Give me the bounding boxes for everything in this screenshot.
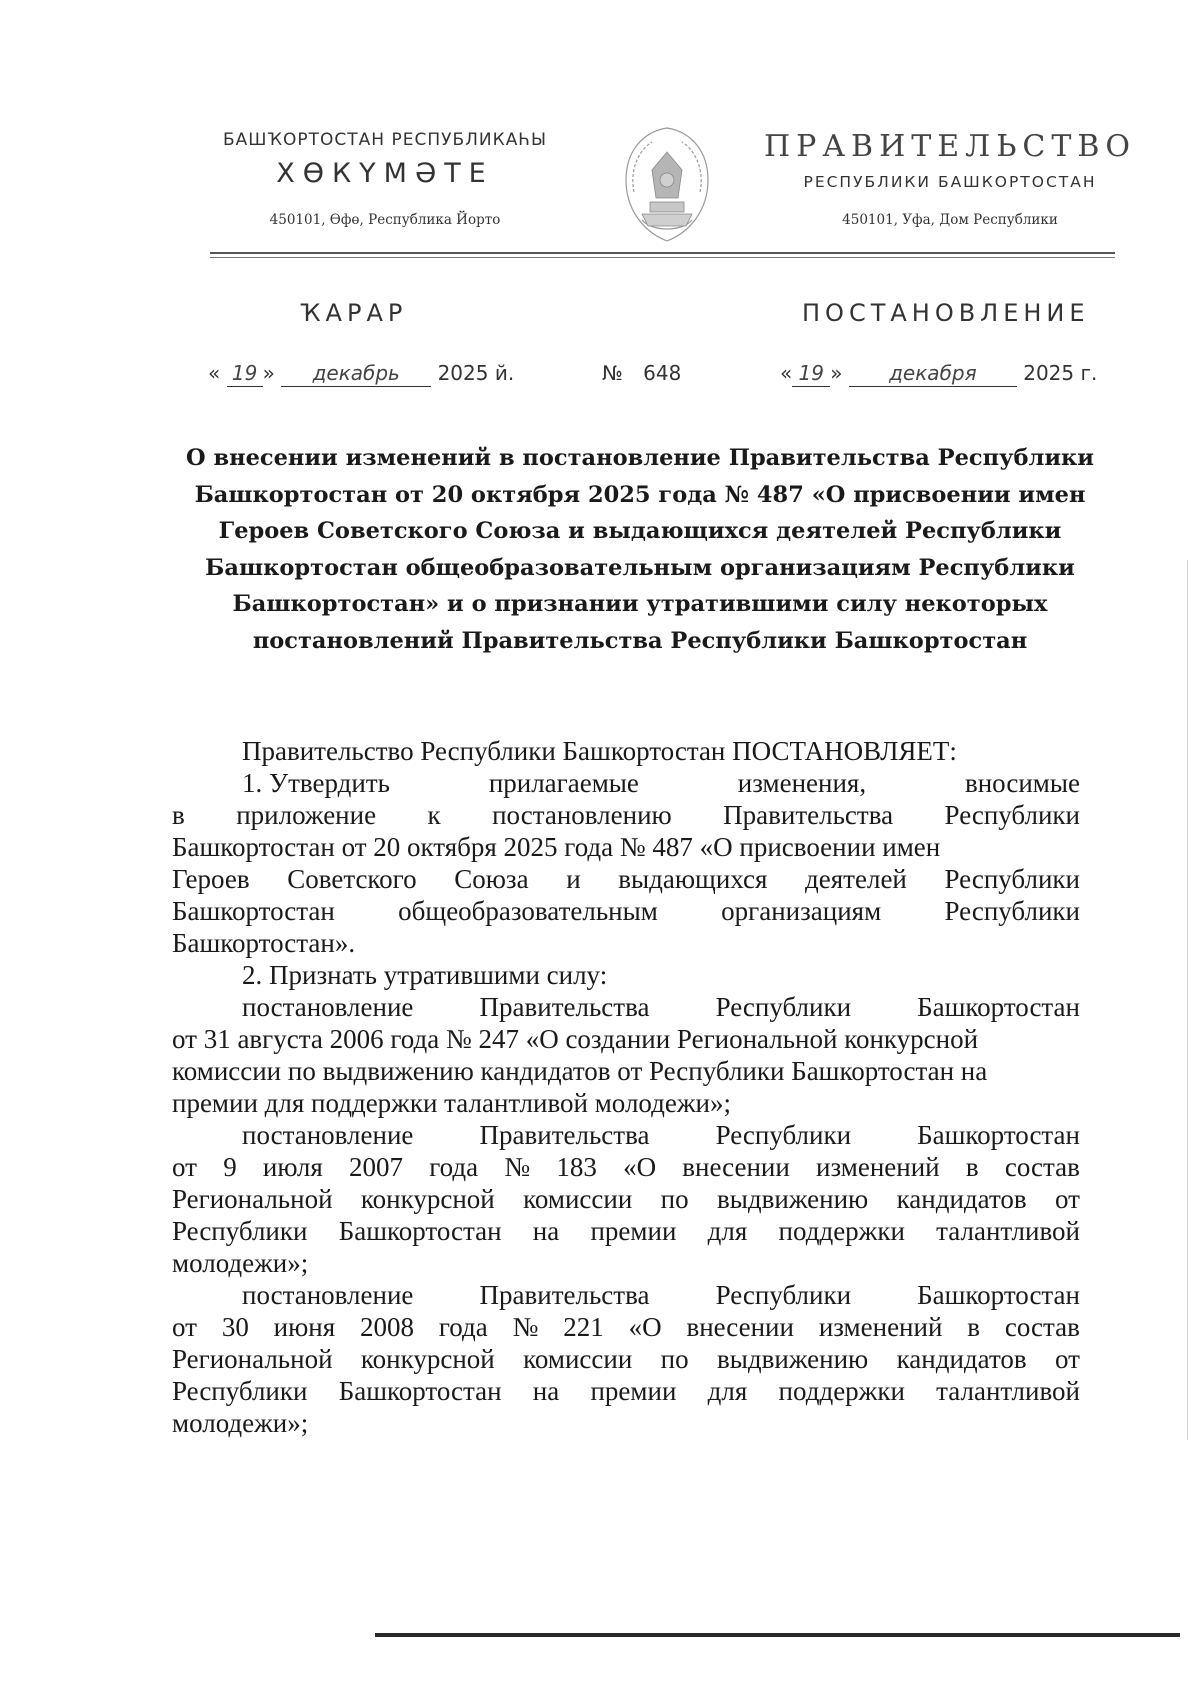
word: от [1055,1344,1080,1374]
repeal-item-1-line: премии для поддержки талантливой молодежи»; [172,1088,731,1118]
paragraph-1-line [172,767,1080,799]
word: комиссии [523,1184,633,1214]
word: Республики [172,1376,308,1406]
word: организациям [721,896,882,926]
word: года [438,1312,488,1342]
repeal-item-1-line [172,991,1080,1023]
word: общеобразовательным [398,896,658,926]
word: талантливой [936,1376,1080,1406]
word: Советского [287,864,417,894]
word: изменений [816,1152,940,1182]
word: Республики [715,1120,852,1150]
header-divider-thin [210,257,1115,258]
word: «О [623,1152,657,1182]
quote-open: « [208,361,221,385]
coat-of-arms-icon [612,122,722,247]
date-russian [780,360,1097,387]
header-divider [210,252,1115,254]
word: 30 [221,1312,249,1342]
word: премии [590,1376,677,1406]
word: № [512,1312,539,1342]
word: премии [590,1216,677,1246]
word: постановлению [492,800,672,830]
scan-edge-line [1187,560,1188,1440]
doc-type-bashkir: ҠАРАР [300,299,408,327]
number-value: 648 [643,361,682,385]
body-intro: Правительство Республики Башкортостан ПОСТАНОВЛЯЕТ: [242,736,957,766]
word: Республики [172,1216,308,1246]
month-field: декабрь [281,360,431,387]
word: Республики [944,864,1080,894]
word: Республики [715,992,852,1022]
word: Башкортостан [917,1120,1080,1150]
word: Башкортостан [917,992,1080,1022]
word: Правительства [723,800,894,830]
ba-address: 450101, Өфө, Республика Йорто [269,212,501,228]
repeal-item-3-line [172,1375,1080,1407]
quote-open: « [780,361,793,385]
word: деятелей [805,864,907,894]
repeal-item-2-line [172,1119,1080,1151]
ru-republic-name: РЕСПУБЛИКИ БАШКОРТОСТАН [803,173,1097,191]
repeal-item-1-line: от 31 августа 2006 года № 247 «О создании Региональной конкурсной [172,1024,979,1054]
quote-close: » [830,361,843,385]
word: кандидатов [896,1184,1027,1214]
word: к [427,800,441,830]
ru-government-name: ПРАВИТЕЛЬСТВО [763,129,1137,164]
word: конкурсной [360,1344,495,1374]
word: поддержки [778,1376,905,1406]
word: от [172,1312,197,1342]
word: изменений [818,1312,943,1342]
word: внесении [686,1312,794,1342]
word: в [965,1152,979,1182]
word: кандидатов [896,1344,1027,1374]
word: вносимые [964,768,1080,798]
footer-rule [375,1633,1180,1637]
ba-republic-name: БАШҠОРТОСТАН РЕСПУБЛИКАҺЫ [222,130,548,150]
word: Башкортостан [917,1280,1080,1310]
paragraph-2-title: 2. Признать утратившими силу: [242,960,608,990]
word: № [504,1152,531,1182]
word: 2008 [360,1312,415,1342]
word: Республики [944,800,1080,830]
repeal-item-2-line: молодежи»; [172,1248,309,1278]
title-line: Башкортостан от 20 октября 2025 года № 487 «О присвоении имен [194,481,1086,508]
word: Региональной [172,1344,333,1374]
word: июля [262,1152,323,1182]
word: июня [273,1312,336,1342]
word: Правительства [479,992,650,1022]
word: состав [1004,1152,1080,1182]
word: Республики [944,896,1080,926]
number-label: № [602,361,623,385]
paragraph-1-line [172,895,1080,927]
header-russian-block [760,128,1140,230]
word: выдвижению [717,1184,869,1214]
document-number [602,360,681,386]
word: на [532,1376,560,1406]
word: «О [628,1312,662,1342]
date-bashkir [208,360,514,387]
word: комиссии [523,1344,633,1374]
word: Правительства [479,1120,650,1150]
repeal-item-2-line [172,1183,1080,1215]
word: Башкортостан [172,896,335,926]
repeal-item-3-line: молодежи»; [172,1408,309,1438]
word: приложение [236,800,377,830]
title-line: Героев Советского Союза и выдающихся деятелей Республики [218,518,1062,544]
day-field: 19 [792,360,830,387]
word: 2007 [349,1152,403,1182]
word: 9 [223,1152,237,1182]
paragraph-1-line [172,863,1080,895]
word: выдающихся [618,864,768,894]
day-field: 19 [227,360,263,387]
word: Героев [172,864,250,894]
word: Региональной [172,1184,333,1214]
year-field: 2025 й. [437,361,515,385]
word: 183 [556,1152,597,1182]
word: Башкортостан [338,1216,502,1246]
quote-close: » [262,361,275,385]
word: 1. Утвердить [242,768,390,798]
paragraph-1-line [172,799,1080,831]
word: в [172,800,185,830]
repeal-item-3-line [172,1279,1080,1311]
word: конкурсной [360,1184,495,1214]
word: Правительства [479,1280,650,1310]
month-field: декабря [849,360,1017,387]
word: на [532,1216,560,1246]
repeal-item-2-line [172,1151,1080,1183]
title-line: Башкортостан общеобразовательным организациям Республики [205,554,1075,581]
paragraph-1-line: Башкортостан от 20 октября 2025 года № 487 «О присвоении имен [172,832,941,862]
year-field: 2025 г. [1023,361,1098,385]
word: для [707,1376,748,1406]
word: Союза [454,864,529,894]
doc-type-russian: ПОСТАНОВЛЕНИЕ [802,299,1090,327]
document-body [172,735,1080,1438]
word: по [660,1344,689,1374]
title-line: Башкортостан» и о признании утратившими силу некоторых [232,591,1048,617]
title-line: постановлений Правительства Республики Башкортостан [252,627,1028,654]
title-line: О внесении изменений в постановление Правительства Республики [186,445,1094,471]
ba-government-name: ХӨКҮМӘТЕ [276,158,494,189]
document-title [150,440,1130,659]
header-bashkir-block [175,128,595,230]
word: Башкортостан [338,1376,502,1406]
paragraph-1-line: Башкортостан». [172,928,356,958]
word: прилагаемые [488,768,639,798]
repeal-item-1-line: комиссии по выдвижению кандидатов от Республики Башкортостан на [172,1056,988,1086]
word: и [566,864,581,894]
ru-address: 450101, Уфа, Дом Республики [842,212,1058,228]
word: постановление [242,1280,414,1310]
word: поддержки [778,1216,905,1246]
word: от [1055,1184,1080,1214]
word: выдвижению [717,1344,869,1374]
word: состав [1004,1312,1080,1342]
word: постановление [242,992,414,1022]
repeal-item-3-line [172,1343,1080,1375]
repeal-item-2-line [172,1215,1080,1247]
word: в [967,1312,981,1342]
word: постановление [242,1120,414,1150]
word: талантливой [936,1216,1080,1246]
word: года [429,1152,479,1182]
word: 221 [563,1312,604,1342]
word: Республики [715,1280,852,1310]
word: изменения, [737,768,867,798]
repeal-item-3-line [172,1311,1080,1343]
word: по [660,1184,689,1214]
word: от [172,1152,197,1182]
word: для [707,1216,748,1246]
word: внесении [682,1152,790,1182]
